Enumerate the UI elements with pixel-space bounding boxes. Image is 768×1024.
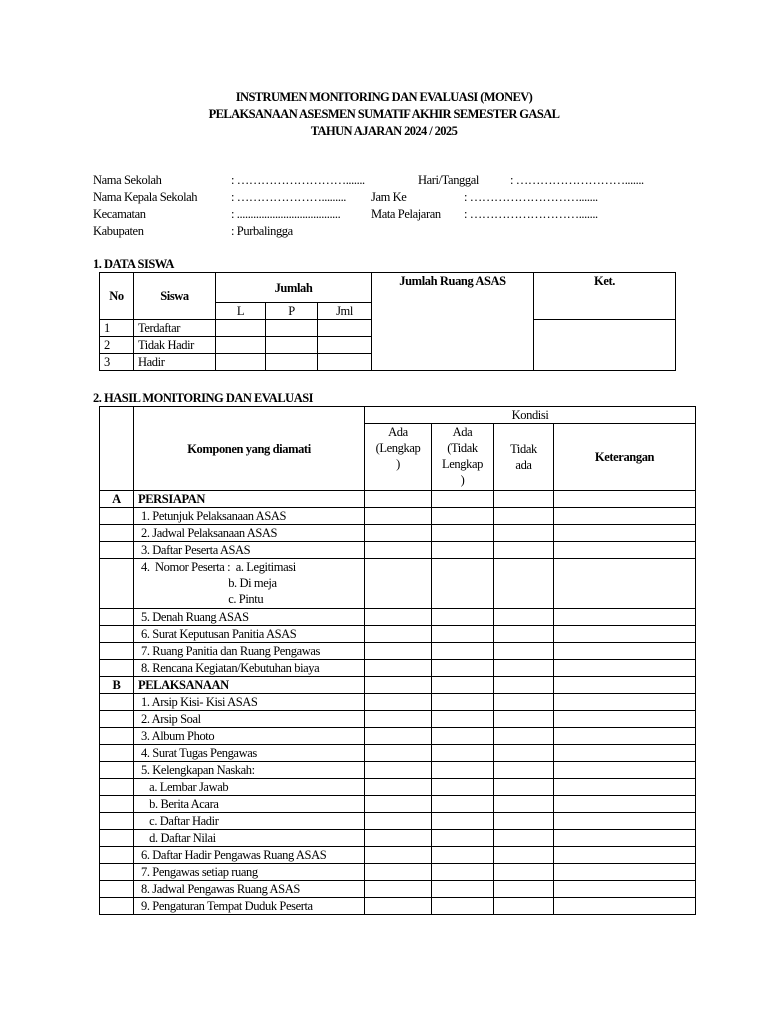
blank-cell	[100, 542, 134, 559]
check-cell[interactable]	[494, 643, 554, 660]
col-ada-tidak-lengkap-header: Ada (Tidak Lengkap )	[432, 424, 494, 491]
check-cell[interactable]	[494, 847, 554, 864]
cell-jml[interactable]	[318, 337, 372, 354]
item-label: 7. Ruang Panitia dan Ruang Pengawas	[134, 643, 365, 660]
table-row	[100, 898, 696, 915]
check-cell[interactable]	[494, 525, 554, 542]
table-row	[100, 525, 696, 542]
keterangan-cell[interactable]	[554, 728, 696, 745]
check-cell[interactable]	[432, 660, 494, 677]
check-cell[interactable]	[365, 626, 432, 643]
item-label: 3. Daftar Peserta ASAS	[134, 542, 365, 559]
blank-cell	[100, 779, 134, 796]
title-line-3: TAHUN AJARAN 2024 / 2025	[310, 124, 458, 138]
col-tidak-ada-header: Tidak ada	[494, 424, 554, 491]
mata-pelajaran-value: : ……………………….......	[464, 207, 598, 221]
blank-cell	[100, 643, 134, 660]
col-kondisi-header: Kondisi	[365, 407, 696, 424]
letter-header-cell	[100, 407, 134, 491]
check-cell[interactable]	[494, 762, 554, 779]
kecamatan-value: : ......................................	[231, 207, 341, 221]
keterangan-cell[interactable]	[554, 711, 696, 728]
row-label: Tidak Hadir	[134, 337, 216, 354]
item-label: 4. Surat Tugas Pengawas	[134, 745, 365, 762]
table-row	[100, 779, 696, 796]
keterangan-cell[interactable]	[554, 813, 696, 830]
table-row	[100, 745, 696, 762]
check-cell[interactable]	[365, 711, 432, 728]
check-cell[interactable]	[494, 745, 554, 762]
cell-jml[interactable]	[318, 320, 372, 337]
item-label: 1. Petunjuk Pelaksanaan ASAS	[134, 508, 365, 525]
section-1-heading: 1. DATA SISWA	[93, 257, 174, 271]
check-cell[interactable]	[365, 847, 432, 864]
check-cell[interactable]	[494, 694, 554, 711]
check-cell[interactable]	[494, 508, 554, 525]
cell-jml[interactable]	[318, 354, 372, 371]
table-row	[100, 796, 696, 813]
keterangan-cell[interactable]	[554, 694, 696, 711]
check-cell[interactable]	[432, 609, 494, 626]
keterangan-cell[interactable]	[554, 525, 696, 542]
check-cell[interactable]	[432, 711, 494, 728]
keterangan-cell[interactable]	[554, 643, 696, 660]
item-label: 2. Arsip Soal	[134, 711, 365, 728]
keterangan-cell[interactable]	[554, 508, 696, 525]
check-cell[interactable]	[494, 796, 554, 813]
title-line-1: INSTRUMEN MONITORING DAN EVALUASI (MONEV)	[235, 90, 533, 104]
check-cell[interactable]	[494, 898, 554, 915]
table-row	[100, 813, 696, 830]
keterangan-cell[interactable]	[554, 609, 696, 626]
check-cell[interactable]	[432, 525, 494, 542]
table-row	[100, 830, 696, 847]
keterangan-cell[interactable]	[554, 559, 696, 609]
item-label: 3. Album Photo	[134, 728, 365, 745]
cell-l[interactable]	[216, 337, 266, 354]
check-cell[interactable]	[365, 491, 432, 508]
check-cell[interactable]	[432, 728, 494, 745]
document-title	[0, 89, 768, 140]
blank-cell	[100, 830, 134, 847]
check-cell[interactable]	[365, 660, 432, 677]
title-line-2: PELAKSANAAN ASESMEN SUMATIF AKHIR SEMESTER GASAL	[208, 107, 560, 121]
group-letter: A	[100, 491, 134, 508]
row-label: Terdaftar	[134, 320, 216, 337]
hari-tanggal-value: : ……………………….......	[510, 173, 644, 187]
nama-sekolah-value: : ……………………….......	[231, 173, 365, 187]
check-cell[interactable]	[494, 542, 554, 559]
check-cell[interactable]	[432, 559, 494, 609]
check-cell[interactable]	[365, 830, 432, 847]
sub-jml-header: Jml	[318, 303, 372, 320]
blank-cell	[100, 508, 134, 525]
table-row	[100, 559, 696, 609]
blank-cell	[100, 813, 134, 830]
check-cell[interactable]	[432, 830, 494, 847]
check-cell[interactable]	[365, 728, 432, 745]
check-cell[interactable]	[365, 881, 432, 898]
blank-cell	[100, 711, 134, 728]
check-cell[interactable]	[494, 626, 554, 643]
group-title: PERSIAPAN	[134, 491, 365, 508]
item-label: 5. Kelengkapan Naskah:	[134, 762, 365, 779]
group-row-a	[100, 491, 696, 508]
check-cell[interactable]	[432, 542, 494, 559]
table-row	[100, 881, 696, 898]
check-cell[interactable]	[432, 881, 494, 898]
keterangan-cell[interactable]	[554, 881, 696, 898]
item-label: b. Berita Acara	[134, 796, 365, 813]
item-label: 7. Pengawas setiap ruang	[134, 864, 365, 881]
table-row	[100, 660, 696, 677]
blank-cell	[100, 762, 134, 779]
check-cell[interactable]	[432, 677, 494, 694]
cell-p[interactable]	[266, 320, 318, 337]
check-cell[interactable]	[365, 694, 432, 711]
row-label: Hadir	[134, 354, 216, 371]
item-label: 6. Daftar Hadir Pengawas Ruang ASAS	[134, 847, 365, 864]
sub-l-header: L	[216, 303, 266, 320]
col-no-header: No	[100, 273, 134, 320]
check-cell[interactable]	[432, 643, 494, 660]
check-cell[interactable]	[365, 864, 432, 881]
blank-cell	[100, 728, 134, 745]
keterangan-cell[interactable]	[554, 830, 696, 847]
item-label: a. Lembar Jawab	[134, 779, 365, 796]
check-cell[interactable]	[432, 491, 494, 508]
blank-cell	[100, 898, 134, 915]
check-cell[interactable]	[494, 864, 554, 881]
check-cell[interactable]	[494, 660, 554, 677]
check-cell[interactable]	[365, 609, 432, 626]
keterangan-cell[interactable]	[554, 779, 696, 796]
check-cell[interactable]	[365, 677, 432, 694]
keterangan-cell[interactable]	[554, 796, 696, 813]
check-cell[interactable]	[365, 813, 432, 830]
table-row	[100, 762, 696, 779]
table-row	[100, 508, 696, 525]
blank-cell	[100, 660, 134, 677]
table-row	[100, 542, 696, 559]
kepala-sekolah-label: Nama Kepala Sekolah	[93, 190, 198, 204]
keterangan-cell[interactable]	[554, 745, 696, 762]
sub-p-header: P	[266, 303, 318, 320]
table-row	[100, 847, 696, 864]
table-row	[100, 728, 696, 745]
keterangan-cell[interactable]	[554, 898, 696, 915]
check-cell[interactable]	[365, 525, 432, 542]
row-no: 1	[100, 320, 134, 337]
check-cell[interactable]	[494, 559, 554, 609]
col-jumlah-header: Jumlah	[216, 273, 372, 303]
check-cell[interactable]	[432, 847, 494, 864]
check-cell[interactable]	[494, 830, 554, 847]
item-label: c. Daftar Hadir	[134, 813, 365, 830]
check-cell[interactable]	[365, 762, 432, 779]
item-label: 6. Surat Keputusan Panitia ASAS	[134, 626, 365, 643]
check-cell[interactable]	[494, 609, 554, 626]
item-label: 2. Jadwal Pelaksanaan ASAS	[134, 525, 365, 542]
check-cell[interactable]	[432, 745, 494, 762]
blank-cell	[100, 626, 134, 643]
check-cell[interactable]	[494, 779, 554, 796]
item-label: 9. Pengaturan Tempat Duduk Peserta	[134, 898, 365, 915]
kecamatan-label: Kecamatan	[93, 207, 146, 221]
col-siswa-header: Siswa	[134, 273, 216, 320]
keterangan-cell[interactable]	[554, 762, 696, 779]
keterangan-cell[interactable]	[554, 847, 696, 864]
group-letter: B	[100, 677, 134, 694]
keterangan-cell[interactable]	[554, 542, 696, 559]
check-cell[interactable]	[432, 508, 494, 525]
check-cell[interactable]	[494, 881, 554, 898]
check-cell[interactable]	[432, 779, 494, 796]
check-cell[interactable]	[432, 694, 494, 711]
group-title: PELAKSANAAN	[134, 677, 365, 694]
check-cell[interactable]	[365, 542, 432, 559]
keterangan-cell[interactable]	[554, 864, 696, 881]
data-siswa-table	[99, 272, 676, 371]
table-row	[100, 626, 696, 643]
check-cell[interactable]	[432, 626, 494, 643]
check-cell[interactable]	[365, 508, 432, 525]
item-label: d. Daftar Nilai	[134, 830, 365, 847]
check-cell[interactable]	[365, 779, 432, 796]
cell-p[interactable]	[266, 354, 318, 371]
check-cell[interactable]	[365, 745, 432, 762]
table-row	[100, 711, 696, 728]
cell-p[interactable]	[266, 337, 318, 354]
item-label: 5. Denah Ruang ASAS	[134, 609, 365, 626]
blank-cell	[100, 609, 134, 626]
check-cell[interactable]	[494, 677, 554, 694]
nama-sekolah-label: Nama Sekolah	[93, 173, 162, 187]
blank-cell	[100, 694, 134, 711]
col-keterangan-header: Keterangan	[554, 424, 696, 491]
cell-l[interactable]	[216, 320, 266, 337]
row-no: 2	[100, 337, 134, 354]
blank-cell	[100, 745, 134, 762]
col-ada-lengkap-header: Ada (Lengkap )	[365, 424, 432, 491]
table-row	[100, 694, 696, 711]
check-cell[interactable]	[365, 559, 432, 609]
jam-ke-label: Jam Ke	[371, 190, 407, 204]
kabupaten-label: Kabupaten	[93, 224, 144, 238]
keterangan-cell[interactable]	[554, 677, 696, 694]
col-komponen-header: Komponen yang diamati	[134, 407, 365, 491]
row-no: 3	[100, 354, 134, 371]
item-label: 4. Nomor Peserta : a. Legitimasi b. Di meja c. Pintu	[134, 559, 365, 609]
cell-l[interactable]	[216, 354, 266, 371]
check-cell[interactable]	[432, 898, 494, 915]
blank-cell	[100, 525, 134, 542]
table-row	[100, 609, 696, 626]
hasil-monitoring-table	[99, 406, 696, 915]
blank-cell	[100, 796, 134, 813]
jam-ke-value: : ……………………….......	[464, 190, 598, 204]
blank-cell	[100, 864, 134, 881]
check-cell[interactable]	[494, 813, 554, 830]
check-cell[interactable]	[432, 864, 494, 881]
group-row-b	[100, 677, 696, 694]
col-ruang-header: Jumlah Ruang ASAS	[372, 273, 534, 371]
blank-cell	[100, 559, 134, 609]
check-cell[interactable]	[494, 491, 554, 508]
table-row	[100, 864, 696, 881]
item-label: 8. Rencana Kegiatan/Kebutuhan biaya	[134, 660, 365, 677]
check-cell[interactable]	[365, 898, 432, 915]
check-cell[interactable]	[432, 762, 494, 779]
kepala-sekolah-value: : ………………….........	[231, 190, 347, 204]
check-cell[interactable]	[365, 796, 432, 813]
cell-ket[interactable]	[534, 320, 676, 371]
keterangan-cell[interactable]	[554, 660, 696, 677]
check-cell[interactable]	[432, 796, 494, 813]
section-2-heading: 2. HASIL MONITORING DAN EVALUASI	[93, 391, 314, 405]
col-ket-header: Ket.	[534, 273, 676, 320]
keterangan-cell[interactable]	[554, 491, 696, 508]
blank-cell	[100, 847, 134, 864]
check-cell[interactable]	[494, 728, 554, 745]
item-label: 8. Jadwal Pengawas Ruang ASAS	[134, 881, 365, 898]
check-cell[interactable]	[494, 711, 554, 728]
blank-cell	[100, 881, 134, 898]
keterangan-cell[interactable]	[554, 626, 696, 643]
table-row	[100, 643, 696, 660]
hari-tanggal-label: Hari/Tanggal	[418, 173, 479, 187]
mata-pelajaran-label: Mata Pelajaran	[371, 207, 441, 221]
check-cell[interactable]	[432, 813, 494, 830]
check-cell[interactable]	[365, 643, 432, 660]
kabupaten-value: : Purbalingga	[231, 224, 293, 238]
item-label: 1. Arsip Kisi- Kisi ASAS	[134, 694, 365, 711]
